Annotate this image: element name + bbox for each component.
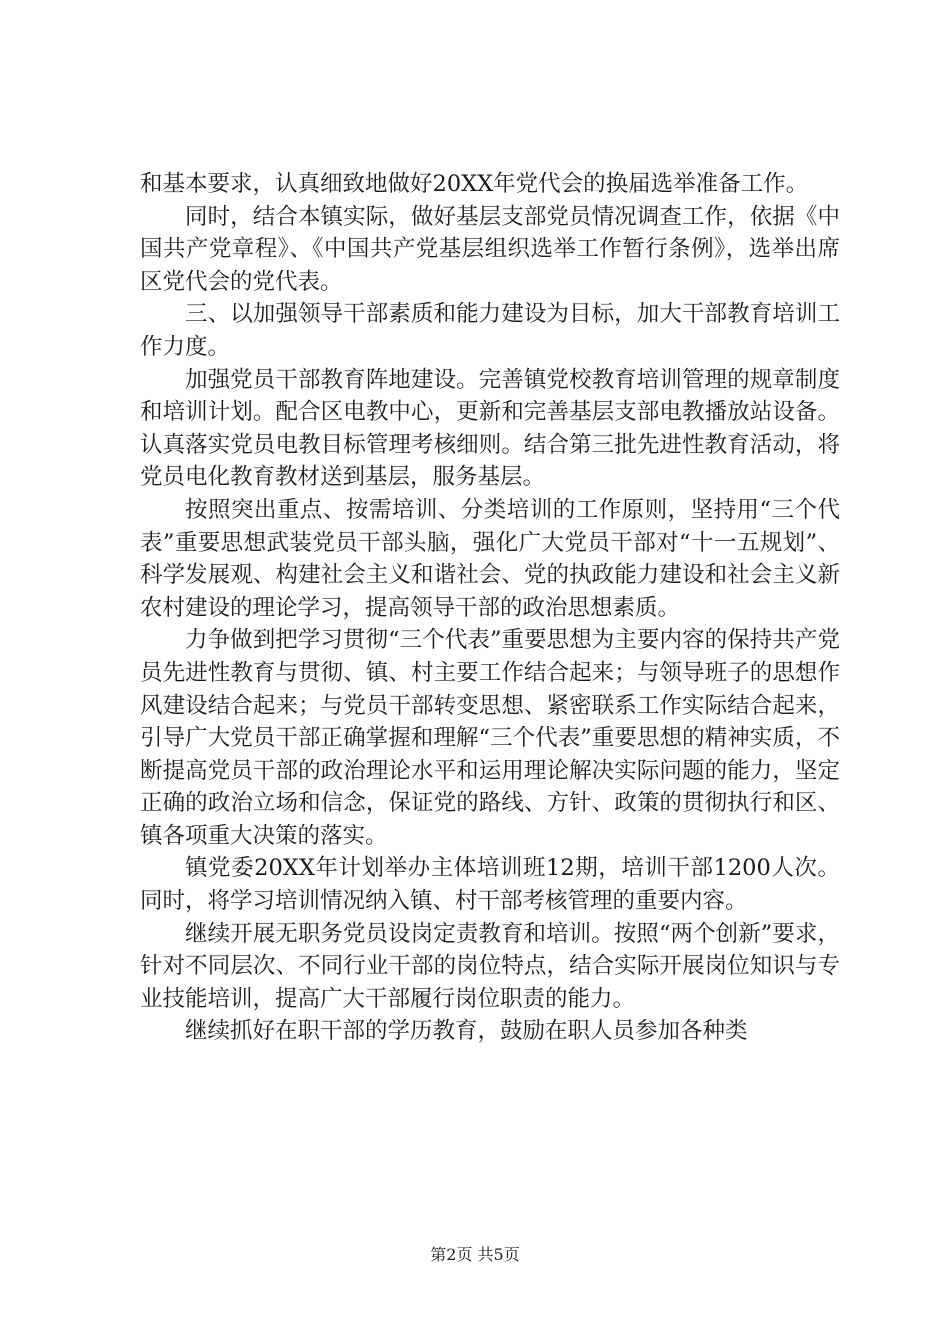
paragraph: 同时，结合本镇实际，做好基层支部党员情况调查工作，依据《中国共产党章程》、《中国共产党基层组织选举工作暂行条例》，选举出席区党代会的党代表。 [140, 203, 840, 295]
paragraph: 力争做到把学习贯彻“三个代表”重要思想为主要内容的保持共产党员先进性教育与贯彻、镇、村主要工作结合起来；与领导班子的思想作风建设结合起来；与党员干部转变思想、紧密联系工作实际结合起来，引导广大党员干部正确掌握和理解“三个代表”重要思想的精神实质，不断提高党员干部的政治理论水平和运用理论解决实际问题的能力，坚定正确的政治立场和信念，保证党的路线、方针、政策的贯彻执行和区、镇各项重大决策的落实。 [140, 627, 840, 849]
paragraph: 加强党员干部教育阵地建设。完善镇党校教育培训管理的规章制度和培训计划。配合区电教中心，更新和完善基层支部电教播放站设备。认真落实党员电教目标管理考核细则。结合第三批先进性教育活动，将党员电化教育教材送到基层，服务基层。 [140, 366, 840, 491]
paragraph: 继续开展无职务党员设岗定责教育和培训。按照“两个创新”要求，针对不同层次、不同行业干部的岗位特点，结合实际开展岗位知识与专业技能培训，提高广大干部履行岗位职责的能力。 [140, 920, 840, 1012]
paragraph: 镇党委20XX年计划举办主体培训班12期，培训干部1200人次。同时，将学习培训情况纳入镇、村干部考核管理的重要内容。 [140, 855, 840, 915]
page-footer: 第2页 共5页 [430, 1245, 520, 1264]
paragraph: 和基本要求，认真细致地做好20XX年党代会的换届选举准备工作。 [140, 171, 809, 197]
paragraph: 按照突出重点、按需培训、分类培训的工作原则，坚持用“三个代表”重要思想武装党员干部头脑，强化广大党员干部对“十一五规划”、科学发展观、构建社会主义和谐社会、党的执政能力建设和社会主义新农村建设的理论学习，提高领导干部的政治思想素质。 [140, 496, 840, 621]
section-heading: 三、以加强领导干部素质和能力建设为目标，加大干部教育培训工作力度。 [140, 301, 840, 360]
paragraph: 继续抓好在职干部的学历教育，鼓励在职人员参加各种类 [185, 1018, 748, 1045]
document-body [140, 168, 840, 1048]
